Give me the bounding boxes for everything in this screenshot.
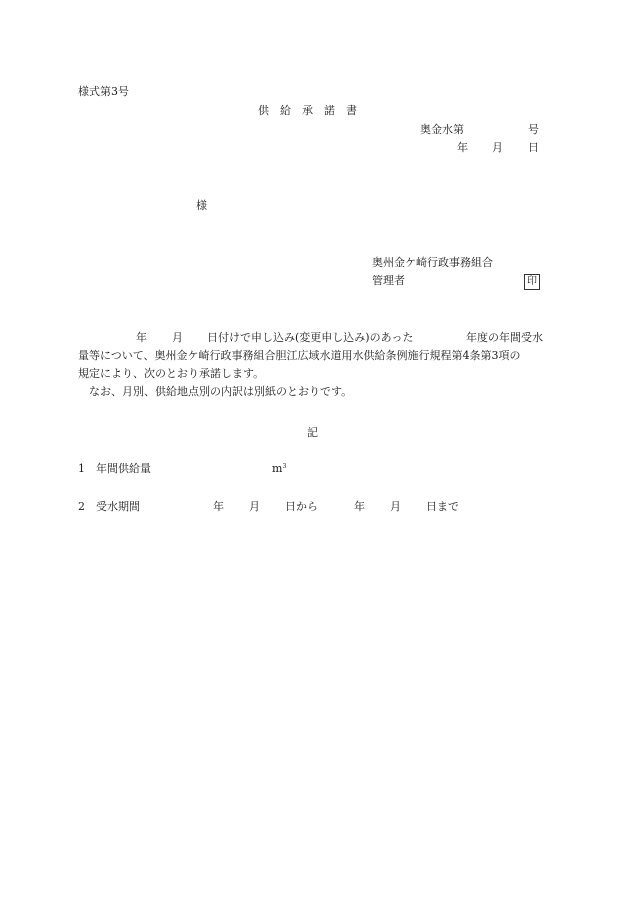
- seal-mark: 印: [524, 274, 540, 290]
- item2-from-month: 月: [249, 500, 260, 513]
- body-line1-year: 年: [136, 331, 147, 344]
- item1-unit-superscript: 3: [282, 463, 287, 470]
- addressee-suffix: 様: [196, 199, 207, 212]
- body-line1-month: 月: [172, 331, 183, 344]
- doc-number-prefix: 奥金水第: [420, 123, 464, 136]
- item2-number: 2: [78, 500, 85, 513]
- date-day: 日: [528, 141, 539, 154]
- item2-from-day: 日から: [285, 500, 318, 513]
- item1-number: 1: [78, 462, 85, 475]
- item2-from-year: 年: [213, 500, 224, 513]
- item2-to-day: 日まで: [426, 500, 459, 513]
- item2-to-month: 月: [390, 500, 401, 513]
- issuer-title: 管理者: [372, 274, 405, 287]
- ki-heading: 記: [307, 426, 318, 439]
- body-line3: 規定により、次のとおり承諾します。: [78, 367, 265, 380]
- date-year: 年: [457, 141, 468, 154]
- body-line2: 量等について、奥州金ケ崎行政事務組合胆江広域水道用水供給条例施行規程第4条第3項の: [78, 349, 521, 362]
- body-line1-tail: 年度の年間受水: [466, 331, 543, 344]
- body-line1-text: 日付けで申し込み(変更申し込み)のあった: [207, 331, 414, 344]
- item1-unit: $m^3$: [272, 462, 287, 475]
- item2-label: 受水期間: [96, 500, 140, 513]
- document-title: 供 給 承 諾 書: [258, 104, 357, 117]
- item2-to-year: 年: [354, 500, 365, 513]
- doc-number-suffix: 号: [528, 123, 539, 136]
- issuer-organization: 奥州金ケ崎行政事務組合: [372, 256, 493, 269]
- body-line4: なお、月別、供給地点別の内訳は別紙のとおりです。: [89, 385, 353, 398]
- form-number: 様式第3号: [78, 85, 129, 98]
- item1-label: 年間供給量: [96, 462, 151, 475]
- date-month: 月: [492, 141, 503, 154]
